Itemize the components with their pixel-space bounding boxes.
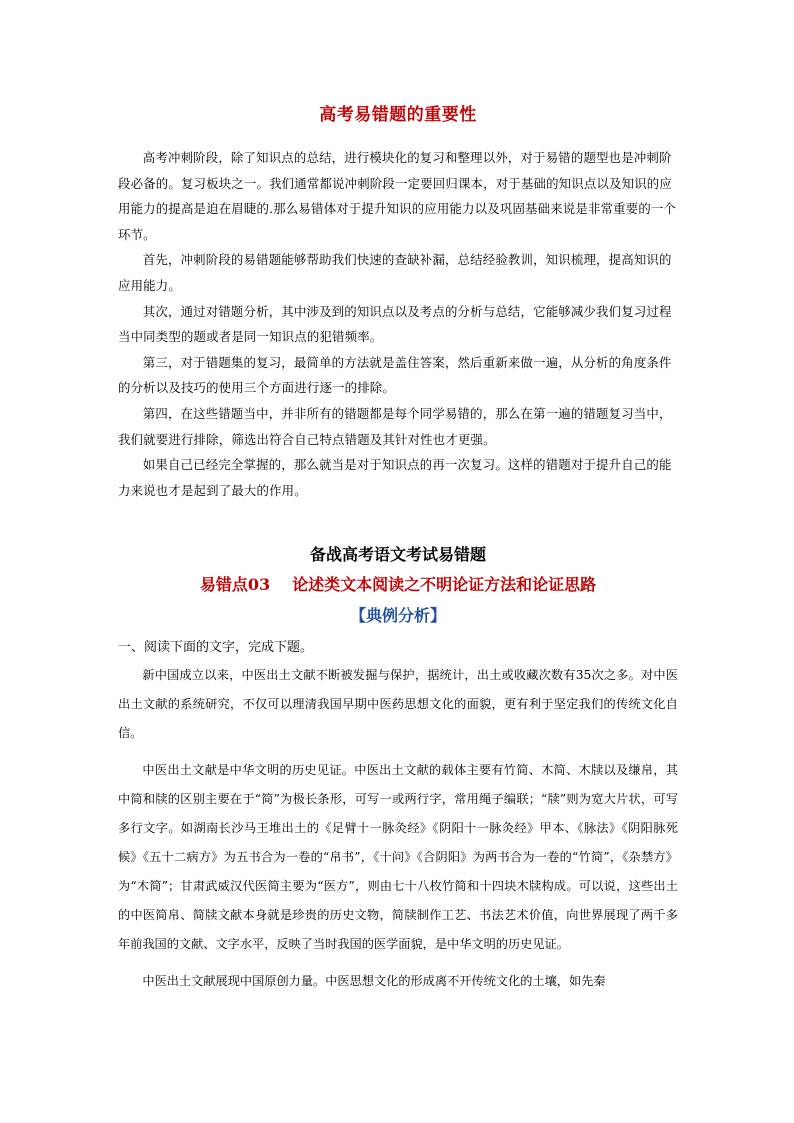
passage-paragraph: 中医出土文献是中华文明的历史见证。中医出土文献的载体主要有竹简、木简、木牍以及缣帛，其中简和牍的区别主要在于“简”为极长条形，可写一或两行字，常用绳子编联；“牍”则为宽大片状，可写多行文字。如湖南长沙马王堆出土的《足臂十一脉灸经》《阴阳十一脉灸经》甲本、《脉法》《阴阳脉死候》《五十二病方》为五书合为一卷的“帛书”，《十问》《合阴阳》为两书合为一卷的“竹简”，《杂禁方》为“木简”；甘肃武威汉代医简主要为“医方”，则由七十八枚竹简和十四块木牍构成。可以说，这些出土的中医简帛、简牍文献本身就是珍贵的历史文物，简牍制作工艺、书法艺术价值，向世界展现了两千多年前我国的文献、文字水平，反映了当时我国的医学面貌，是中华文明的历史见证。: [118, 763, 678, 952]
reading-passage: [118, 661, 678, 996]
document-page: [118, 100, 678, 1004]
section-spacer: [118, 503, 678, 541]
subheading-label: 易错点03: [199, 575, 271, 595]
section-heading: 备战高考语文考试易错题: [309, 545, 486, 565]
intro-paragraph: 其次，通过对错题分析，其中涉及到的知识点以及考点的分析与总结，它能够减少我们复习过程当中同类型的题或者是同一知识点的犯错频率。: [118, 303, 672, 345]
intro-body: [118, 145, 678, 503]
passage-paragraph: 中医出土文献展现中国原创力量。中医思想文化的形成离不开传统文化的土壤，如先秦: [142, 974, 606, 989]
intro-title: 高考易错题的重要性: [319, 105, 477, 125]
example-title: 【典例分析】: [349, 606, 446, 626]
question-prompt: 一、阅读下面的文字，完成下题。: [118, 640, 314, 656]
section-subheading: [118, 571, 678, 599]
passage-paragraph: 新中国成立以来，中医出土文献不断被发掘与保护，据统计，出土或收藏次数有35次之多。对中医出土文献的系统研究，不仅可以理清我国早期中医药思想文化的面貌，更有利于坚定我们的传统文化自信。: [118, 668, 678, 741]
intro-paragraph: 如果自己已经完全掌握的，那么就当是对于知识点的再一次复习。这样的错题对于提升自己的能力来说也才是起到了最大的作用。: [118, 457, 672, 498]
intro-paragraph: 高考冲刺阶段，除了知识点的总结，进行模块化的复习和整理以外，对于易错的题型也是冲刺阶段必备的。复习板块之一。我们通常都说冲刺阶段一定要回归课本，对于基础的知识点以及知识的应用能力的提高是迫在眉睫的.那么易错体对于提升知识的应用能力以及巩固基础来说是非常重要的一个环节。: [118, 150, 677, 242]
intro-paragraph: 第三，对于错题集的复习，最简单的方法就是盖住答案，然后重新来做一遍，从分析的角度条件的分析以及技巧的使用三个方面进行逐一的排除。: [118, 354, 672, 396]
intro-paragraph: 首先，冲刺阶段的易错题能够帮助我们快速的查缺补漏，总结经验教训，知识梳理，提高知识的应用能力。: [118, 252, 672, 293]
intro-paragraph: 第四，在这些错题当中，并非所有的错题都是每个同学易错的，那么在第一遍的错题复习当中，我们就要进行排除，筛选出符合自己特点错题及其针对性也才更强。: [118, 405, 672, 447]
subheading-text: 论述类文本阅读之不明论证方法和论证思路: [292, 575, 597, 595]
